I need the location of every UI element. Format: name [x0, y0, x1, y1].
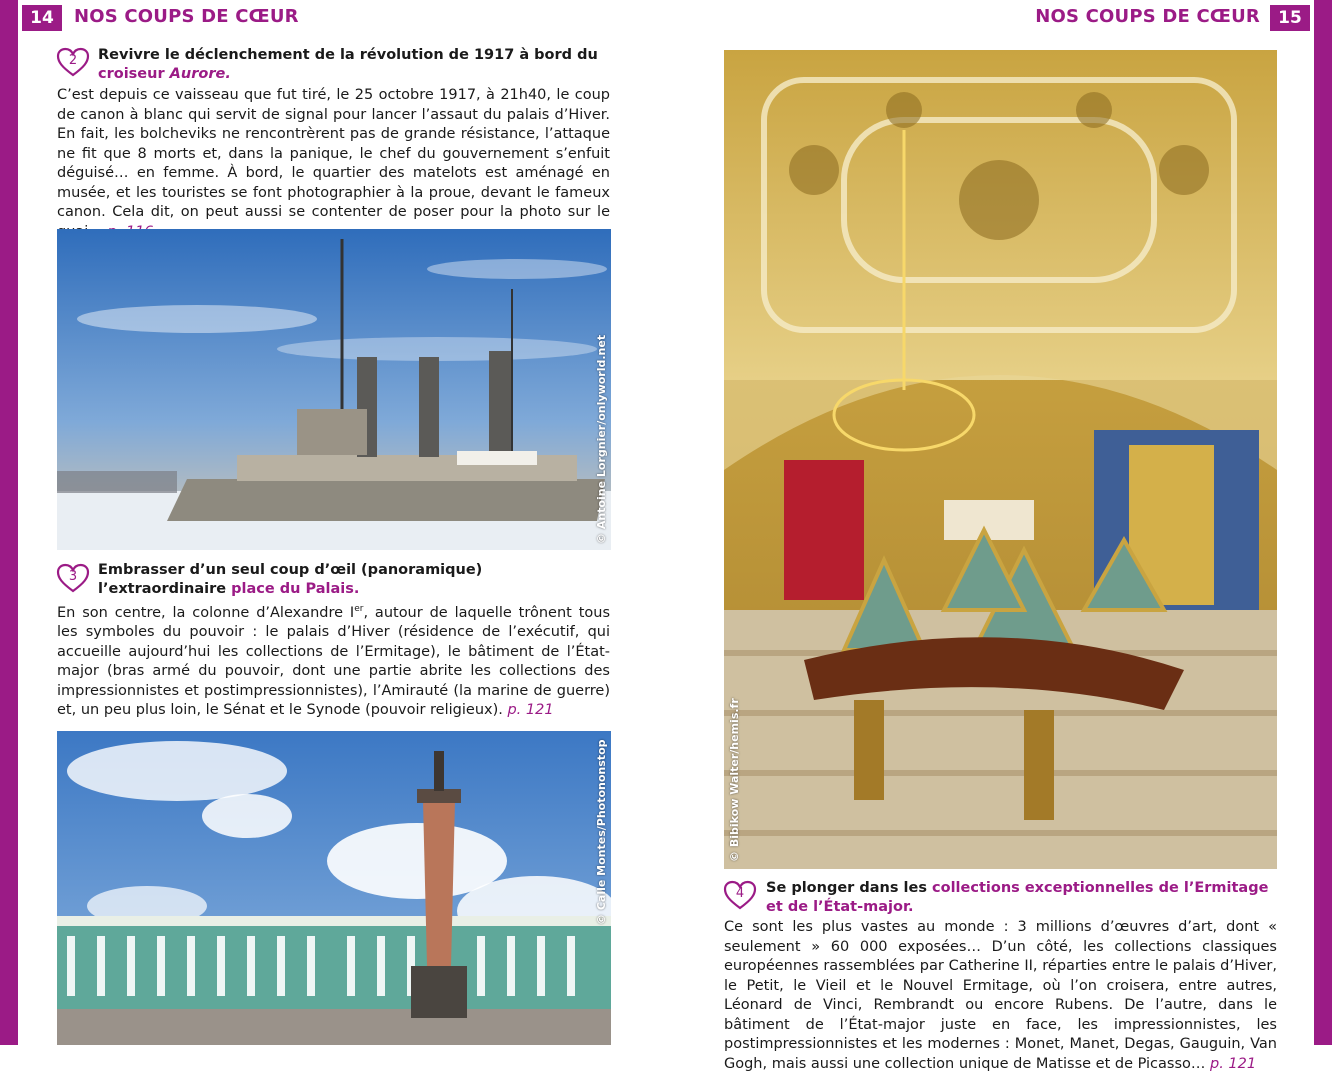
section-title: Se plonger dans les collections exceptionnelles de l’Ermitage et de l’État-major. [766, 880, 1269, 915]
photo-palace-square [57, 731, 611, 1045]
photo-credit: © Bibikow Walter/hemis.fr [728, 698, 741, 862]
right-edge-band [1314, 0, 1332, 1045]
photo-credit: © Calle Montes/Photononstop [595, 739, 608, 925]
photo-cruiser-aurora [57, 229, 611, 550]
section-title: Revivre le déclenchement de la révolution de 1917 à bord du croiseur Aurore. [98, 47, 598, 82]
section-number: 3 [68, 569, 78, 584]
photo-credit: © Antoine Lorgnier/onlyworld.net [595, 334, 608, 544]
heart-number-icon [723, 880, 757, 910]
page-reference[interactable]: p. 121 [1210, 1055, 1257, 1072]
page-reference[interactable]: p. 121 [507, 702, 554, 719]
running-head-right: NOS COUPS DE CŒUR [1035, 6, 1260, 27]
section-body: Ce sont les plus vastes au monde : 3 millions d’œuvres d’art, dont « seulement » 60 000 exposées… D’un côté, les collections classiques européennes rassemblées par Catherine II, réparties entre le palais d’Hiver, le Petit, le Vieil et le Nouvel Ermitage, où l’on croisera, entre autres, Léonard de Vinci, Rembrandt ou encore Rubens. De l’autre, dans le bâtiment de l’État-major juste en face, les impressionnistes, les postimpressionnistes et les modernes : Monet, Manet, Degas, Gauguin, Van Gogh, mais aussi une collection unique de Matisse et de Picasso… p. 121 [724, 919, 1277, 1072]
section-number: 4 [735, 886, 745, 901]
running-head-left: NOS COUPS DE CŒUR [74, 6, 299, 27]
page-number-left: 14 [22, 5, 62, 31]
left-edge-band [0, 0, 18, 1045]
photo-hermitage-hall [724, 50, 1277, 869]
section-body: En son centre, la colonne d’Alexandre Ier, autour de laquelle trônent tous les symboles du pouvoir : le palais d’Hiver (résidence de l’exécutif, qui accueille aujourd’hui les collections de l’Ermitage), le bâtiment de l’État-major (bras armé du pouvoir, dont une partie abrite les collections des impressionnistes et postimpressionnistes), l’Amirauté (la marine de guerre) et, un peu plus loin, le Sénat et le Synode (pouvoir religieux). p. 121 [57, 604, 610, 719]
heart-number-icon [56, 563, 90, 593]
section-body: C’est depuis ce vaisseau que fut tiré, le 25 octobre 1917, à 21h40, le coup de canon à blanc qui servit de signal pour lancer l’assaut du palais d’Hiver. En fait, les bolcheviks ne rencontrèrent pas de grande résistance, l’attaque ne fit que 8 morts et, dans la panique, le chef du gouvernement s’enfuit déguisé… en femme. À bord, le quartier des matelots est aménagé en musée, et les touristes se font photographier à la proue, devant le fameux canon. Cela dit, on peut aussi se contenter de poser pour la photo sur le [57, 86, 610, 242]
page-number-right: 15 [1270, 5, 1310, 31]
section-title: Embrasser d’un seul coup d’œil (panoramique) l’extraordinaire place du Palais. [98, 562, 483, 597]
heart-number-icon [56, 47, 90, 77]
section-number: 2 [68, 53, 78, 68]
